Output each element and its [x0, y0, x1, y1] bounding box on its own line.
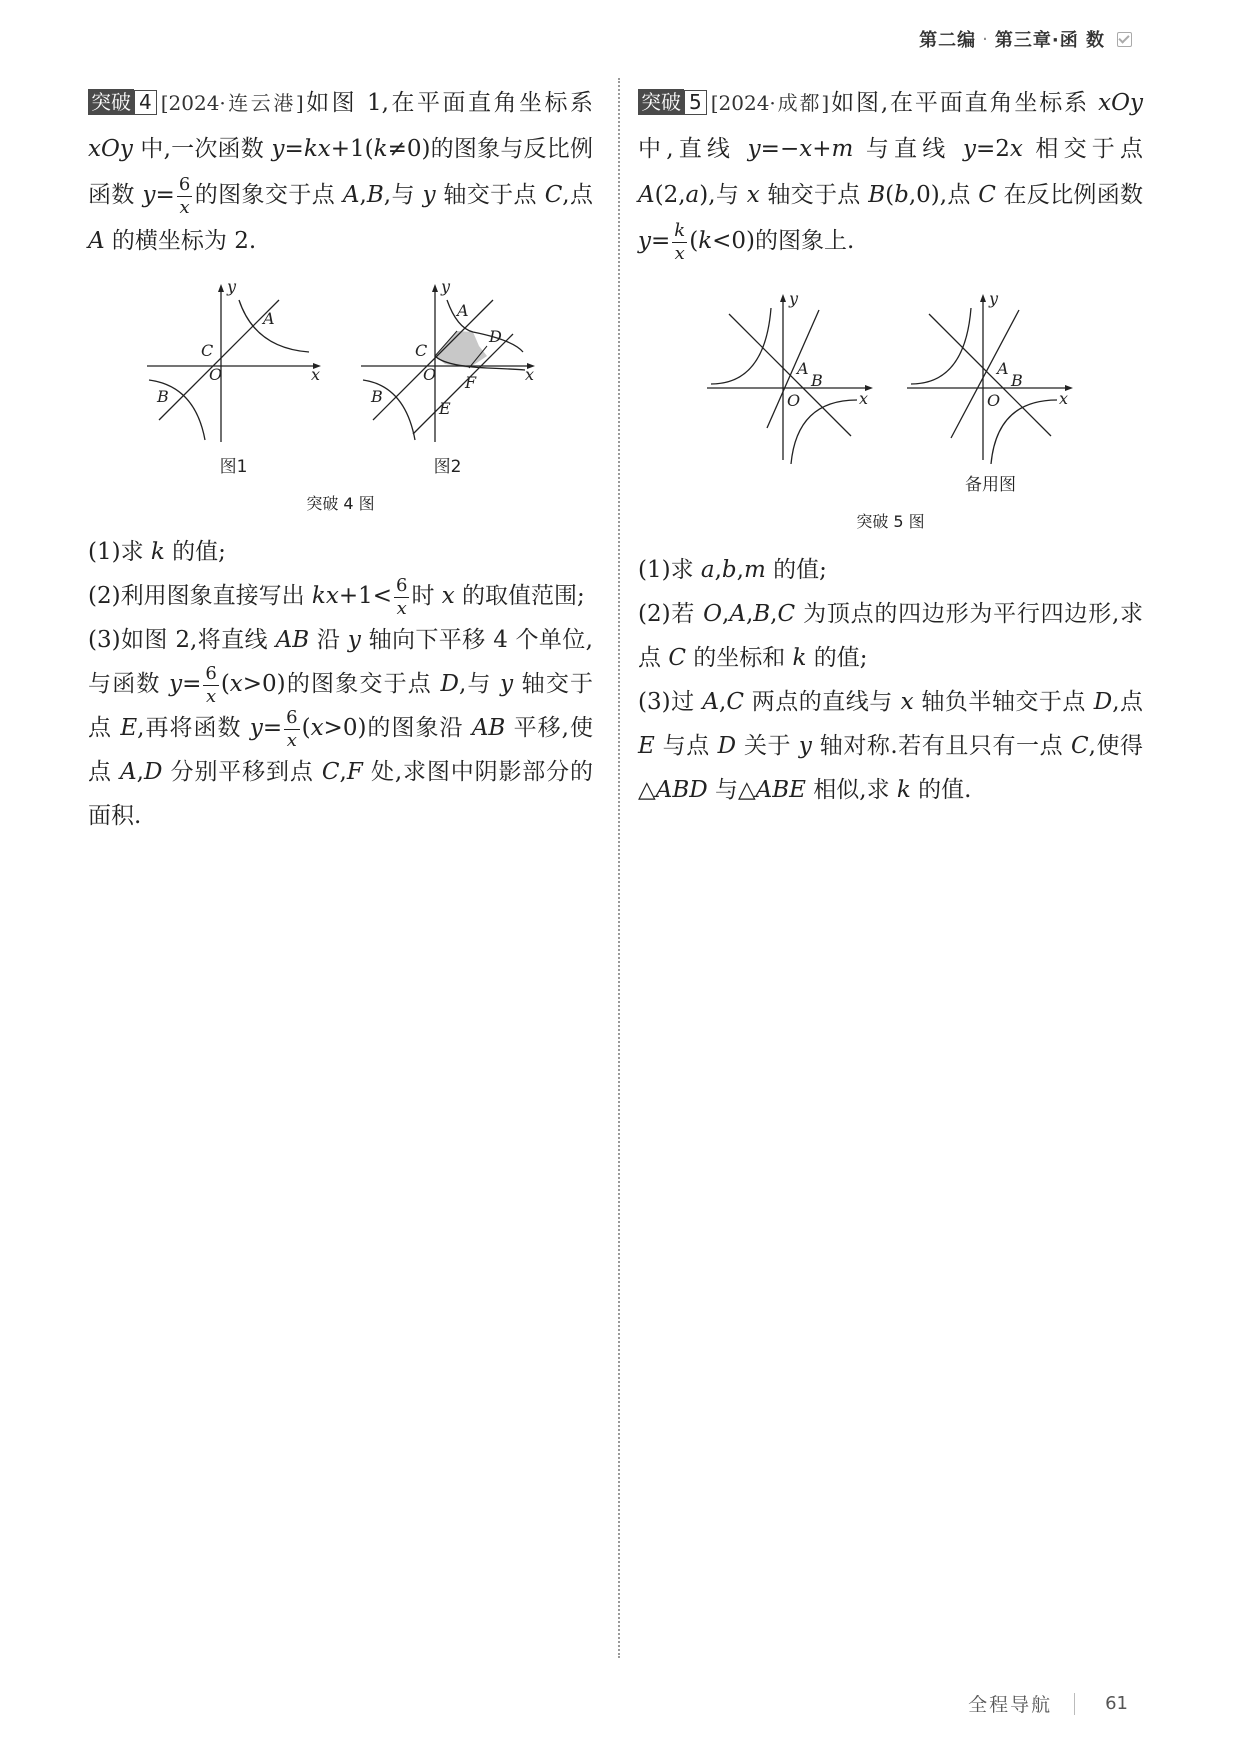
y-axis-arrow — [218, 284, 224, 292]
problem-4-stem: 突破 4 [2024·连云港]如图 1,在平面直角坐标系 xOy 中,一次函数 y=kx+1(k≠0)的图象与反比例函数 y= $\frac{6}{x}$ 的图象交于点 A,B,与 y 轴交于点 C,点 A 的横坐标为 2. — [88, 89, 594, 254]
line-ab — [159, 300, 279, 420]
label-x: x — [858, 389, 868, 408]
figure-5-spare — [901, 288, 1081, 495]
label-x: x — [310, 365, 320, 384]
label-b: B — [810, 371, 823, 390]
hyperbola-branch-2 — [911, 308, 971, 384]
label-x: x — [1058, 389, 1068, 408]
label-o: O — [786, 391, 800, 410]
problem-5-question-1: (1)求 a,b,m 的值; — [638, 557, 827, 583]
problem-5-stem: 突破 5 [2024·成都]如图,在平面直角坐标系 xOy 中,直线 y=−x+m 与直线 y=2x 相交于点 A(2,a),与 x 轴交于点 B(b,0),点 C 在反比例函数 y= $\frac{k}{x}$ (k<0)的图象上. — [638, 89, 1144, 264]
problem-5-question-3: (3)过 A,C 两点的直线与 x 轴负半轴交于点 D,点 E 与点 D 关于 y 轴对称.若有且只有一点 C,使得△ABD 与△ABE 相似,求 k 的值. — [638, 689, 1144, 803]
label-f: F — [464, 373, 476, 392]
line-minus-x-plus-m — [929, 314, 1051, 436]
line-2x — [767, 310, 819, 428]
problem-4-source: [2024·连云港] — [160, 91, 304, 115]
label-y: y — [788, 289, 798, 308]
footer-separator — [1074, 1693, 1075, 1715]
figure-5-main-diagram — [701, 288, 881, 468]
page-number: 61 — [1105, 1693, 1128, 1714]
label-o: O — [986, 391, 1000, 410]
figure-2-diagram — [353, 280, 543, 450]
label-c: C — [414, 341, 427, 360]
problem-5-source: [2024·成都] — [710, 91, 830, 115]
y-axis-arrow — [432, 284, 438, 292]
label-b: B — [370, 387, 383, 406]
spare-figure-label: 备用图 — [965, 475, 1016, 495]
problem-5-badge: 突破 5 — [638, 89, 707, 115]
label-b: B — [156, 387, 169, 406]
hyperbola-branch-2 — [711, 308, 771, 384]
header-part: 第二编 — [919, 30, 977, 51]
label-a: A — [456, 301, 469, 320]
running-header — [919, 26, 1132, 52]
problem-5-figures — [638, 288, 1143, 495]
label-o: O — [208, 365, 222, 384]
label-o: O — [422, 365, 436, 384]
figure-2-label: 图2 — [433, 457, 462, 477]
problem-4-figures — [88, 280, 593, 477]
header-chapter: 第三章·函 数 — [994, 30, 1105, 51]
figure-1-label: 图1 — [219, 457, 248, 477]
problem-4-figure-caption: 突破 4 图 — [306, 494, 375, 513]
label-x: x — [524, 365, 534, 384]
label-e: E — [438, 399, 451, 418]
figure-5-spare-diagram — [901, 288, 1081, 468]
figure-1 — [139, 280, 329, 477]
problem-4-question-2: (2)利用图象直接写出 kx+1< $\frac{6}{x}$ 时 x 的取值范围; — [88, 574, 585, 619]
label-b: B — [1010, 371, 1023, 390]
page-footer — [968, 1690, 1128, 1717]
figure-2 — [353, 280, 543, 477]
figure-1-diagram — [139, 280, 329, 450]
label-d: D — [488, 327, 502, 346]
problem-5-question-2: (2)若 O,A,B,C 为顶点的四边形为平行四边形,求点 C 的坐标和 k 的值; — [638, 601, 1144, 671]
figure-5-main — [701, 288, 881, 495]
label-y: y — [440, 280, 450, 296]
problem-5-figure-caption: 突破 5 图 — [856, 512, 925, 531]
label-y: y — [988, 289, 998, 308]
problem-4-question-1: (1)求 k 的值; — [88, 539, 226, 565]
problem-4 — [88, 80, 593, 838]
header-separator: · — [982, 28, 989, 50]
label-a: A — [262, 309, 275, 328]
y-axis-arrow — [980, 294, 986, 302]
footer-brand: 全程导航 — [968, 1694, 1053, 1716]
checkbox-icon — [1117, 32, 1132, 47]
label-a: A — [796, 359, 809, 378]
problem-5 — [638, 80, 1143, 812]
problem-4-badge: 突破 4 — [88, 89, 157, 115]
problem-4-question-3: (3)如图 2,将直线 AB 沿 y 轴向下平移 4 个单位,与函数 y= $\frac{6}{x}$ (x>0)的图象交于点 D,与 y 轴交于点 E,再将函数 y= $\frac{6}{x}$ (x>0)的图象沿 AB 平移,使点 A,D 分别平移到点 C,F 处,求图中阴影部分的面积. — [88, 627, 594, 829]
label-c: C — [200, 341, 213, 360]
line-2x — [951, 310, 1019, 438]
y-axis-arrow — [780, 294, 786, 302]
label-a: A — [996, 359, 1009, 378]
column-divider — [618, 78, 620, 1658]
label-y: y — [226, 280, 236, 296]
